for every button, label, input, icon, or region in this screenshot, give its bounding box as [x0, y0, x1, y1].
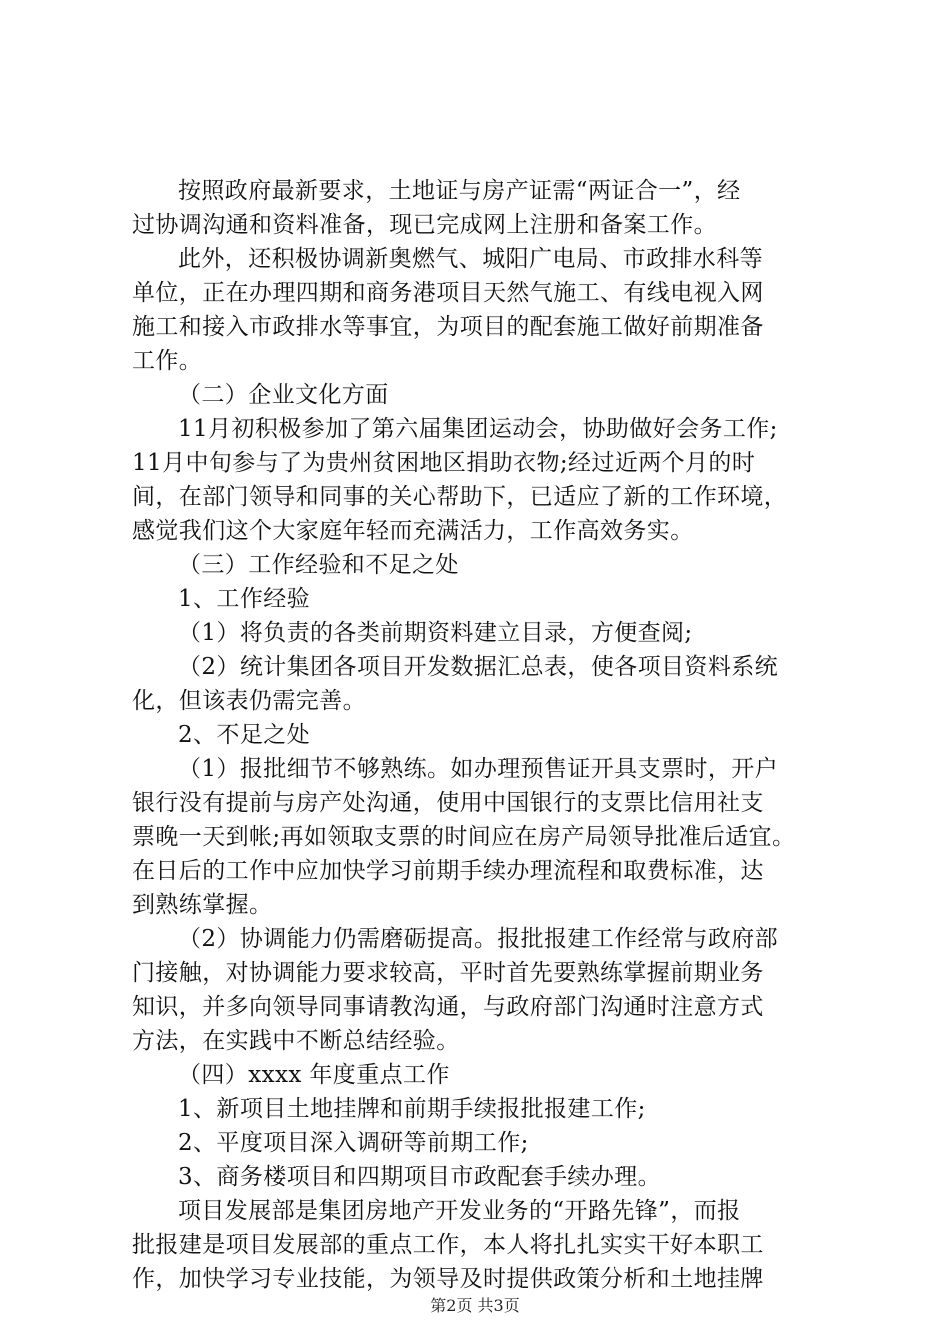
paragraph-line: 施工和接入市政排水等事宜，为项目的配套施工做好前期准备	[132, 314, 764, 340]
paragraph-line: 在日后的工作中应加快学习前期手续办理流程和取费标准，达	[132, 858, 764, 884]
paragraph-line: 11月中旬参与了为贵州贫困地区捐助衣物;经过近两个月的时	[132, 450, 756, 476]
paragraph-line: 批报建是项目发展部的重点工作，本人将扎扎实实干好本职工	[132, 1232, 764, 1258]
list-item: （1）报批细节不够熟练。如办理预售证开具支票时，开户	[178, 756, 779, 782]
list-item: 3、商务楼项目和四期项目市政配套手续办理。	[178, 1164, 662, 1190]
paragraph-line: 银行没有提前与房产处沟通，使用中国银行的支票比信用社支	[132, 790, 764, 816]
list-item: （1）将负责的各类前期资料建立目录，方便查阅;	[178, 620, 693, 646]
paragraph-line: 间，在部门领导和同事的关心帮助下，已适应了新的工作环境，	[132, 484, 788, 510]
list-item: （2）协调能力仍需磨砺提高。报批报建工作经常与政府部	[178, 926, 779, 952]
paragraph-line: 到熟练掌握。	[132, 892, 273, 918]
paragraph-line: 门接触，对协调能力要求较高，平时首先要熟练掌握前期业务	[132, 960, 764, 986]
list-item: 2、平度项目深入调研等前期工作;	[178, 1130, 529, 1156]
paragraph-line: 感觉我们这个大家庭年轻而充满活力，工作高效务实。	[132, 518, 694, 544]
paragraph-line: 此外，还积极协调新奥燃气、城阳广电局、市政排水科等	[178, 246, 763, 272]
subsection-heading: 1、工作经验	[178, 586, 311, 612]
subsection-heading: 2、不足之处	[178, 722, 311, 748]
section-heading: （四）xxxx 年度重点工作	[178, 1062, 450, 1088]
paragraph-line: 单位，正在办理四期和商务港项目天然气施工、有线电视入网	[132, 280, 764, 306]
page-footer: 第2页 共3页	[430, 1296, 520, 1315]
paragraph-line: 工作。	[132, 348, 203, 374]
paragraph-line: 11月初积极参加了第六届集团运动会，协助做好会务工作;	[178, 416, 778, 442]
section-heading: （二）企业文化方面	[178, 382, 389, 408]
list-item: 1、新项目土地挂牌和前期手续报批报建工作;	[178, 1096, 646, 1122]
section-heading: （三）工作经验和不足之处	[178, 552, 459, 578]
paragraph-line: 化，但该表仍需完善。	[132, 688, 366, 714]
paragraph-line: 方法，在实践中不断总结经验。	[132, 1028, 460, 1054]
paragraph-line: 过协调沟通和资料准备，现已完成网上注册和备案工作。	[132, 212, 717, 238]
paragraph-line: 知识，并多向领导同事请教沟通，与政府部门沟通时注意方式	[132, 994, 764, 1020]
document-body	[132, 174, 832, 1296]
paragraph-line: 按照政府最新要求，土地证与房产证需“两证合一”，经	[178, 178, 741, 204]
paragraph-line: 项目发展部是集团房地产开发业务的“开路先锋”，而报	[178, 1198, 741, 1224]
paragraph-line: 作，加快学习专业技能，为领导及时提供政策分析和土地挂牌	[132, 1266, 764, 1292]
paragraph-line: 票晚一天到帐;再如领取支票的时间应在房产局领导批准后适宜。	[132, 824, 796, 850]
list-item: （2）统计集团各项目开发数据汇总表，使各项目资料系统	[178, 654, 779, 680]
